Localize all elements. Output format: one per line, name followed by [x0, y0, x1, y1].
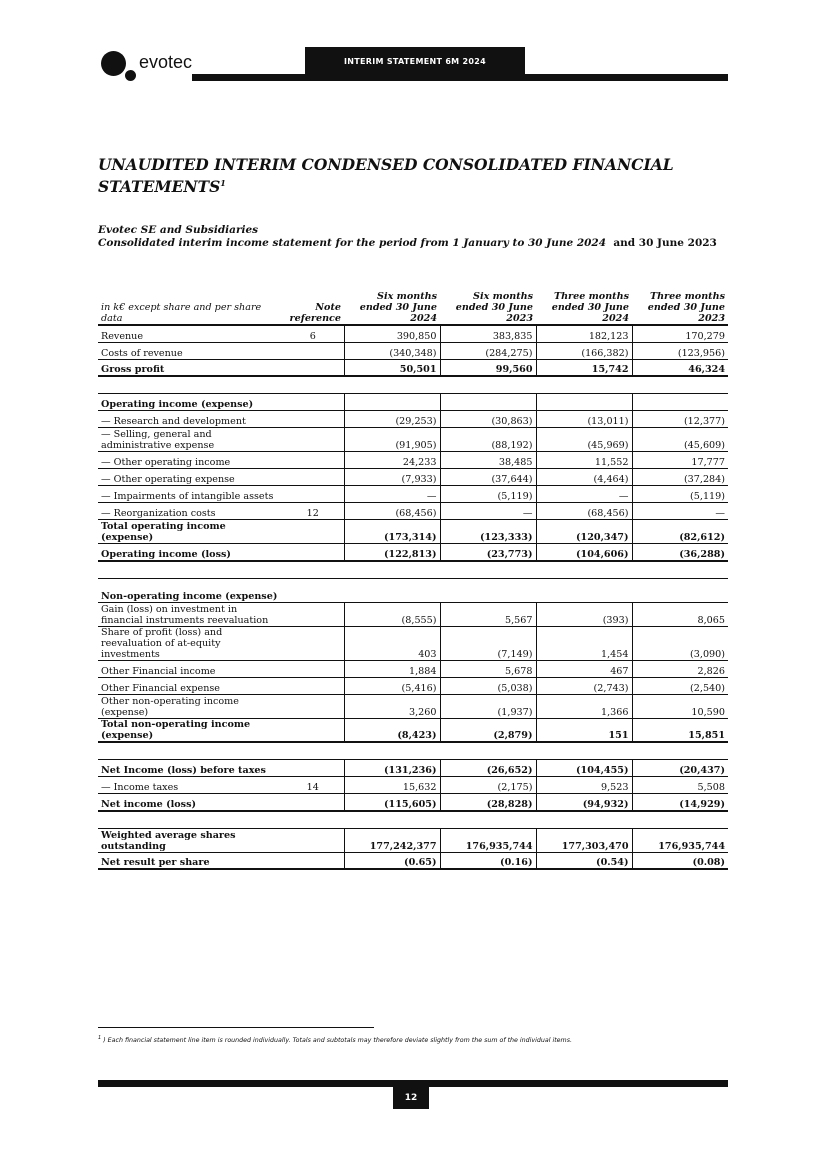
row-value-col-2: [440, 578, 536, 602]
header-label: in k€ except share and per share data: [98, 291, 282, 325]
row-label: Total operating income (expense): [98, 520, 282, 544]
logo-mark-small-dot: [123, 68, 138, 83]
page-number: 12: [393, 1087, 429, 1109]
row-value-col-4: —: [632, 503, 728, 520]
row-value-col-2: (5,038): [440, 677, 536, 694]
table-row: [98, 760, 728, 777]
row-value-col-1: (115,605): [344, 794, 440, 811]
row-value-col-3: (166,382): [536, 342, 632, 359]
row-note-reference: [282, 428, 344, 452]
row-value-col-4: 46,324: [632, 359, 728, 376]
row-label: Other Financial income: [98, 660, 282, 677]
row-note-reference: [282, 578, 344, 602]
row-note-reference: [282, 520, 344, 544]
row-note-reference: [282, 794, 344, 811]
row-value-col-2: (26,652): [440, 760, 536, 777]
row-value-col-3: [536, 394, 632, 411]
row-value-col-2: (123,333): [440, 520, 536, 544]
row-value-col-2: 99,560: [440, 359, 536, 376]
row-value-col-4: (45,609): [632, 428, 728, 452]
row-note-reference: [282, 359, 344, 376]
row-label: Weighted average shares outstanding: [98, 828, 282, 852]
row-label: — Impairments of intangible assets: [98, 486, 282, 503]
row-value-col-4: (3,090): [632, 626, 728, 660]
row-note-reference: 6: [282, 325, 344, 342]
table-spacer-row: [98, 561, 728, 579]
table-row: [98, 626, 728, 660]
table-row: [98, 777, 728, 794]
table-spacer-row: [98, 811, 728, 829]
header-note: Note reference: [282, 291, 344, 325]
table-row: [98, 520, 728, 544]
header-col-3m-2023: Three months ended 30 June 2023: [632, 291, 728, 325]
row-note-reference: [282, 394, 344, 411]
row-value-col-2: (2,879): [440, 718, 536, 742]
row-value-col-4: (12,377): [632, 411, 728, 428]
footnote: [98, 1035, 572, 1044]
footer-rule: [98, 1080, 728, 1087]
row-note-reference: [282, 718, 344, 742]
footnote-mark: 1: [98, 1035, 102, 1041]
row-value-col-2: (5,119): [440, 486, 536, 503]
row-label: — Other operating income: [98, 452, 282, 469]
title-footnote-mark: 1: [220, 178, 226, 188]
row-value-col-1: 403: [344, 626, 440, 660]
row-value-col-4: 5,508: [632, 777, 728, 794]
row-label: Gain (loss) on investment in financial instruments reevaluation: [98, 602, 282, 626]
row-value-col-2: (0.16): [440, 852, 536, 869]
row-value-col-3: 151: [536, 718, 632, 742]
row-value-col-3: (120,347): [536, 520, 632, 544]
row-label: Costs of revenue: [98, 342, 282, 359]
row-label: — Income taxes: [98, 777, 282, 794]
row-label: Gross profit: [98, 359, 282, 376]
page-title-text: UNAUDITED INTERIM CONDENSED CONSOLIDATED FINANCIAL STATEMENTS: [98, 155, 674, 197]
table-row: [98, 694, 728, 718]
row-label: — Research and development: [98, 411, 282, 428]
income-statement-table: [98, 291, 728, 870]
table-row: [98, 469, 728, 486]
row-value-col-2: (23,773): [440, 544, 536, 561]
row-value-col-1: (8,423): [344, 718, 440, 742]
row-note-reference: [282, 626, 344, 660]
subtitle-period: Consolidated interim income statement for the period from 1 January to 30 June 2024: [98, 237, 607, 249]
table-row: [98, 852, 728, 869]
row-value-col-3: (0.54): [536, 852, 632, 869]
row-value-col-4: 8,065: [632, 602, 728, 626]
table-row: [98, 325, 728, 342]
header-col-6m-2024: Six months ended 30 June 2024: [344, 291, 440, 325]
subtitle-tail: and 30 June 2023: [613, 237, 717, 249]
row-label: Total non-operating income (expense): [98, 718, 282, 742]
row-value-col-1: (131,236): [344, 760, 440, 777]
row-value-col-2: 5,678: [440, 660, 536, 677]
table-row: [98, 828, 728, 852]
row-note-reference: [282, 828, 344, 852]
row-value-col-4: (82,612): [632, 520, 728, 544]
row-note-reference: [282, 486, 344, 503]
header-rule: [192, 74, 728, 81]
row-note-reference: [282, 411, 344, 428]
row-value-col-3: —: [536, 486, 632, 503]
table-row: [98, 452, 728, 469]
row-label: — Other operating expense: [98, 469, 282, 486]
row-value-col-2: 176,935,744: [440, 828, 536, 852]
row-value-col-1: [344, 394, 440, 411]
row-label: Non-operating income (expense): [98, 578, 282, 602]
logo-text: evotec: [139, 52, 193, 72]
row-label: Other Financial expense: [98, 677, 282, 694]
row-value-col-4: (123,956): [632, 342, 728, 359]
table-row: [98, 660, 728, 677]
row-value-col-3: 177,303,470: [536, 828, 632, 852]
row-value-col-3: 182,123: [536, 325, 632, 342]
row-label: Share of profit (loss) and reevaluation of at-equity investments: [98, 626, 282, 660]
footnote-rule: [98, 1027, 374, 1028]
row-value-col-4: 10,590: [632, 694, 728, 718]
row-value-col-2: (30,863): [440, 411, 536, 428]
row-value-col-3: 1,366: [536, 694, 632, 718]
table-header-row: [98, 291, 728, 325]
row-value-col-2: —: [440, 503, 536, 520]
row-value-col-1: (5,416): [344, 677, 440, 694]
table-row: [98, 602, 728, 626]
row-value-col-4: (37,284): [632, 469, 728, 486]
row-value-col-1: 177,242,377: [344, 828, 440, 852]
row-value-col-1: —: [344, 486, 440, 503]
row-note-reference: [282, 660, 344, 677]
row-value-col-1: 1,884: [344, 660, 440, 677]
row-value-col-3: (104,455): [536, 760, 632, 777]
row-value-col-1: (8,555): [344, 602, 440, 626]
row-note-reference: [282, 694, 344, 718]
row-value-col-4: (2,540): [632, 677, 728, 694]
row-value-col-1: 15,632: [344, 777, 440, 794]
header-tab: INTERIM STATEMENT 6M 2024: [305, 47, 525, 75]
table-row: [98, 342, 728, 359]
row-label: Net income (loss): [98, 794, 282, 811]
row-value-col-3: 467: [536, 660, 632, 677]
table-row: [98, 411, 728, 428]
table-row: [98, 503, 728, 520]
row-label: Revenue: [98, 325, 282, 342]
row-note-reference: [282, 677, 344, 694]
row-value-col-1: (340,348): [344, 342, 440, 359]
row-value-col-4: 176,935,744: [632, 828, 728, 852]
row-value-col-4: [632, 394, 728, 411]
row-value-col-1: (0.65): [344, 852, 440, 869]
row-note-reference: 12: [282, 503, 344, 520]
row-value-col-3: (13,011): [536, 411, 632, 428]
row-label: Other non-operating income (expense): [98, 694, 282, 718]
row-label: — Reorganization costs: [98, 503, 282, 520]
row-value-col-3: 11,552: [536, 452, 632, 469]
row-value-col-4: 17,777: [632, 452, 728, 469]
row-value-col-2: (28,828): [440, 794, 536, 811]
row-value-col-1: (68,456): [344, 503, 440, 520]
row-value-col-3: (104,606): [536, 544, 632, 561]
table-spacer-row: [98, 376, 728, 394]
row-value-col-3: (4,464): [536, 469, 632, 486]
row-value-col-1: (7,933): [344, 469, 440, 486]
row-value-col-4: (20,437): [632, 760, 728, 777]
row-value-col-4: (0.08): [632, 852, 728, 869]
row-value-col-4: [632, 578, 728, 602]
table-spacer-row: [98, 742, 728, 760]
table-row: [98, 794, 728, 811]
row-value-col-1: 3,260: [344, 694, 440, 718]
row-note-reference: [282, 852, 344, 869]
table-row: [98, 359, 728, 376]
row-value-col-4: 2,826: [632, 660, 728, 677]
row-value-col-1: 390,850: [344, 325, 440, 342]
header-col-3m-2024: Three months ended 30 June 2024: [536, 291, 632, 325]
row-value-col-1: [344, 578, 440, 602]
row-value-col-2: 5,567: [440, 602, 536, 626]
row-value-col-1: (122,813): [344, 544, 440, 561]
row-note-reference: [282, 469, 344, 486]
row-value-col-3: (2,743): [536, 677, 632, 694]
row-note-reference: [282, 342, 344, 359]
row-value-col-3: 1,454: [536, 626, 632, 660]
page-title: [98, 155, 698, 196]
row-note-reference: 14: [282, 777, 344, 794]
row-value-col-2: (284,275): [440, 342, 536, 359]
row-value-col-2: (1,937): [440, 694, 536, 718]
row-value-col-4: 15,851: [632, 718, 728, 742]
row-value-col-4: (14,929): [632, 794, 728, 811]
row-label: Operating income (loss): [98, 544, 282, 561]
row-value-col-3: (393): [536, 602, 632, 626]
table-row: [98, 578, 728, 602]
table-row: [98, 544, 728, 561]
row-value-col-3: (45,969): [536, 428, 632, 452]
footnote-text: ) Each financial statement line item is rounded individually. Totals and subtotals may therefore deviate slightly from the sum of the individual items.: [103, 1037, 572, 1045]
table-row: [98, 428, 728, 452]
logo-mark-large-dot: [101, 51, 126, 76]
row-label: Operating income (expense): [98, 394, 282, 411]
row-value-col-2: 383,835: [440, 325, 536, 342]
row-value-col-4: (5,119): [632, 486, 728, 503]
row-value-col-3: [536, 578, 632, 602]
row-value-col-2: (88,192): [440, 428, 536, 452]
row-value-col-1: (91,905): [344, 428, 440, 452]
row-note-reference: [282, 602, 344, 626]
row-value-col-3: (94,932): [536, 794, 632, 811]
row-note-reference: [282, 544, 344, 561]
row-value-col-2: [440, 394, 536, 411]
row-value-col-1: (29,253): [344, 411, 440, 428]
table-row: [98, 486, 728, 503]
row-label: Net result per share: [98, 852, 282, 869]
row-label: — Selling, general and administrative expense: [98, 428, 282, 452]
row-value-col-3: 15,742: [536, 359, 632, 376]
row-value-col-2: (7,149): [440, 626, 536, 660]
row-value-col-1: 50,501: [344, 359, 440, 376]
table-row: [98, 718, 728, 742]
row-note-reference: [282, 760, 344, 777]
row-value-col-2: 38,485: [440, 452, 536, 469]
row-note-reference: [282, 452, 344, 469]
row-value-col-3: 9,523: [536, 777, 632, 794]
company-name: Evotec SE and Subsidiaries: [98, 224, 259, 236]
row-value-col-4: 170,279: [632, 325, 728, 342]
statement-subtitle: [98, 237, 717, 249]
row-value-col-1: 24,233: [344, 452, 440, 469]
table-row: [98, 677, 728, 694]
row-value-col-2: (37,644): [440, 469, 536, 486]
header-col-6m-2023: Six months ended 30 June 2023: [440, 291, 536, 325]
table-row: [98, 394, 728, 411]
row-value-col-1: (173,314): [344, 520, 440, 544]
row-value-col-4: (36,288): [632, 544, 728, 561]
row-value-col-2: (2,175): [440, 777, 536, 794]
row-label: Net Income (loss) before taxes: [98, 760, 282, 777]
row-value-col-3: (68,456): [536, 503, 632, 520]
